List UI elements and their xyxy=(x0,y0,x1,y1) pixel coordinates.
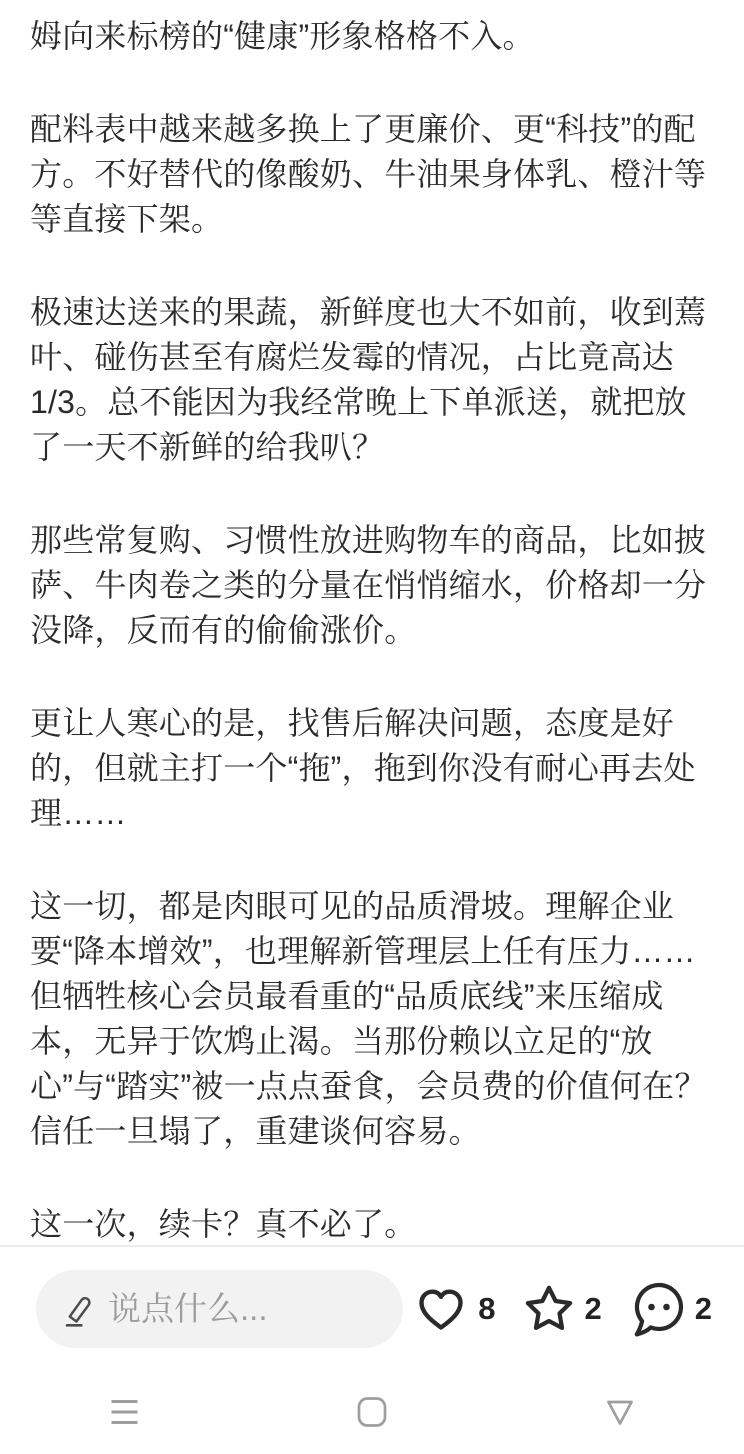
pencil-icon xyxy=(58,1290,96,1328)
recents-menu-icon xyxy=(111,1398,138,1426)
star-icon xyxy=(522,1281,576,1337)
system-nav-bar xyxy=(0,1370,744,1454)
article-paragraph: 这一切，都是肉眼可见的品质滑坡。理解企业要“降本增效”，也理解新管理层上任有压力……但牺牲核心会员最看重的“品质底线”来压缩成本，无异于饮鸩止渴。当那份赖以立足的“放心”与“踏实”被一点点蚕食，会员费的价值何在？信任一旦塌了，重建谈何容易。 xyxy=(30,888,707,1149)
article-paragraph: 姆向来标榜的“健康”形象格格不入。 xyxy=(30,18,535,54)
heart-icon xyxy=(413,1281,469,1337)
favorite-count: 2 xyxy=(584,1290,602,1326)
article-paragraph: 极速达送来的果蔬，新鲜度也大不如前，收到蔫叶、碰伤甚至有腐烂发霉的情况，占比竟高达1/3。总不能因为我经常晚上下单派送，就把放了一天不新鲜的给我叭？ xyxy=(30,294,707,465)
article-paragraph: 配料表中越来越多换上了更廉价、更“科技”的配方。不好替代的像酸奶、牛油果身体乳、橙汁等等直接下架。 xyxy=(30,111,707,237)
nav-recents-button[interactable] xyxy=(0,1370,248,1454)
comment-button[interactable] xyxy=(628,1280,712,1338)
comment-input[interactable] xyxy=(108,1290,385,1328)
back-triangle-icon xyxy=(605,1399,635,1426)
comment-count: 2 xyxy=(694,1290,712,1326)
article-paragraph: 这一次，续卡？真不必了。 xyxy=(30,1206,417,1242)
article-paragraph: 那些常复购、习惯性放进购物车的商品，比如披萨、牛肉卷之类的分量在悄悄缩水，价格却一分没降，反而有的偷偷涨价。 xyxy=(30,522,707,648)
comment-bubble-icon xyxy=(628,1280,686,1338)
like-count: 8 xyxy=(478,1290,496,1326)
engagement-actions xyxy=(413,1280,712,1338)
home-icon xyxy=(357,1397,387,1427)
nav-back-button[interactable] xyxy=(496,1370,744,1454)
comment-input-pill[interactable] xyxy=(36,1270,403,1348)
comment-action-bar xyxy=(0,1245,744,1370)
favorite-button[interactable] xyxy=(522,1281,602,1337)
nav-home-button[interactable] xyxy=(248,1370,496,1454)
like-button[interactable] xyxy=(413,1281,495,1337)
article-paragraph: 更让人寒心的是，找售后解决问题，态度是好的，但就主打一个“拖”，拖到你没有耐心再去处理…… xyxy=(30,705,696,831)
